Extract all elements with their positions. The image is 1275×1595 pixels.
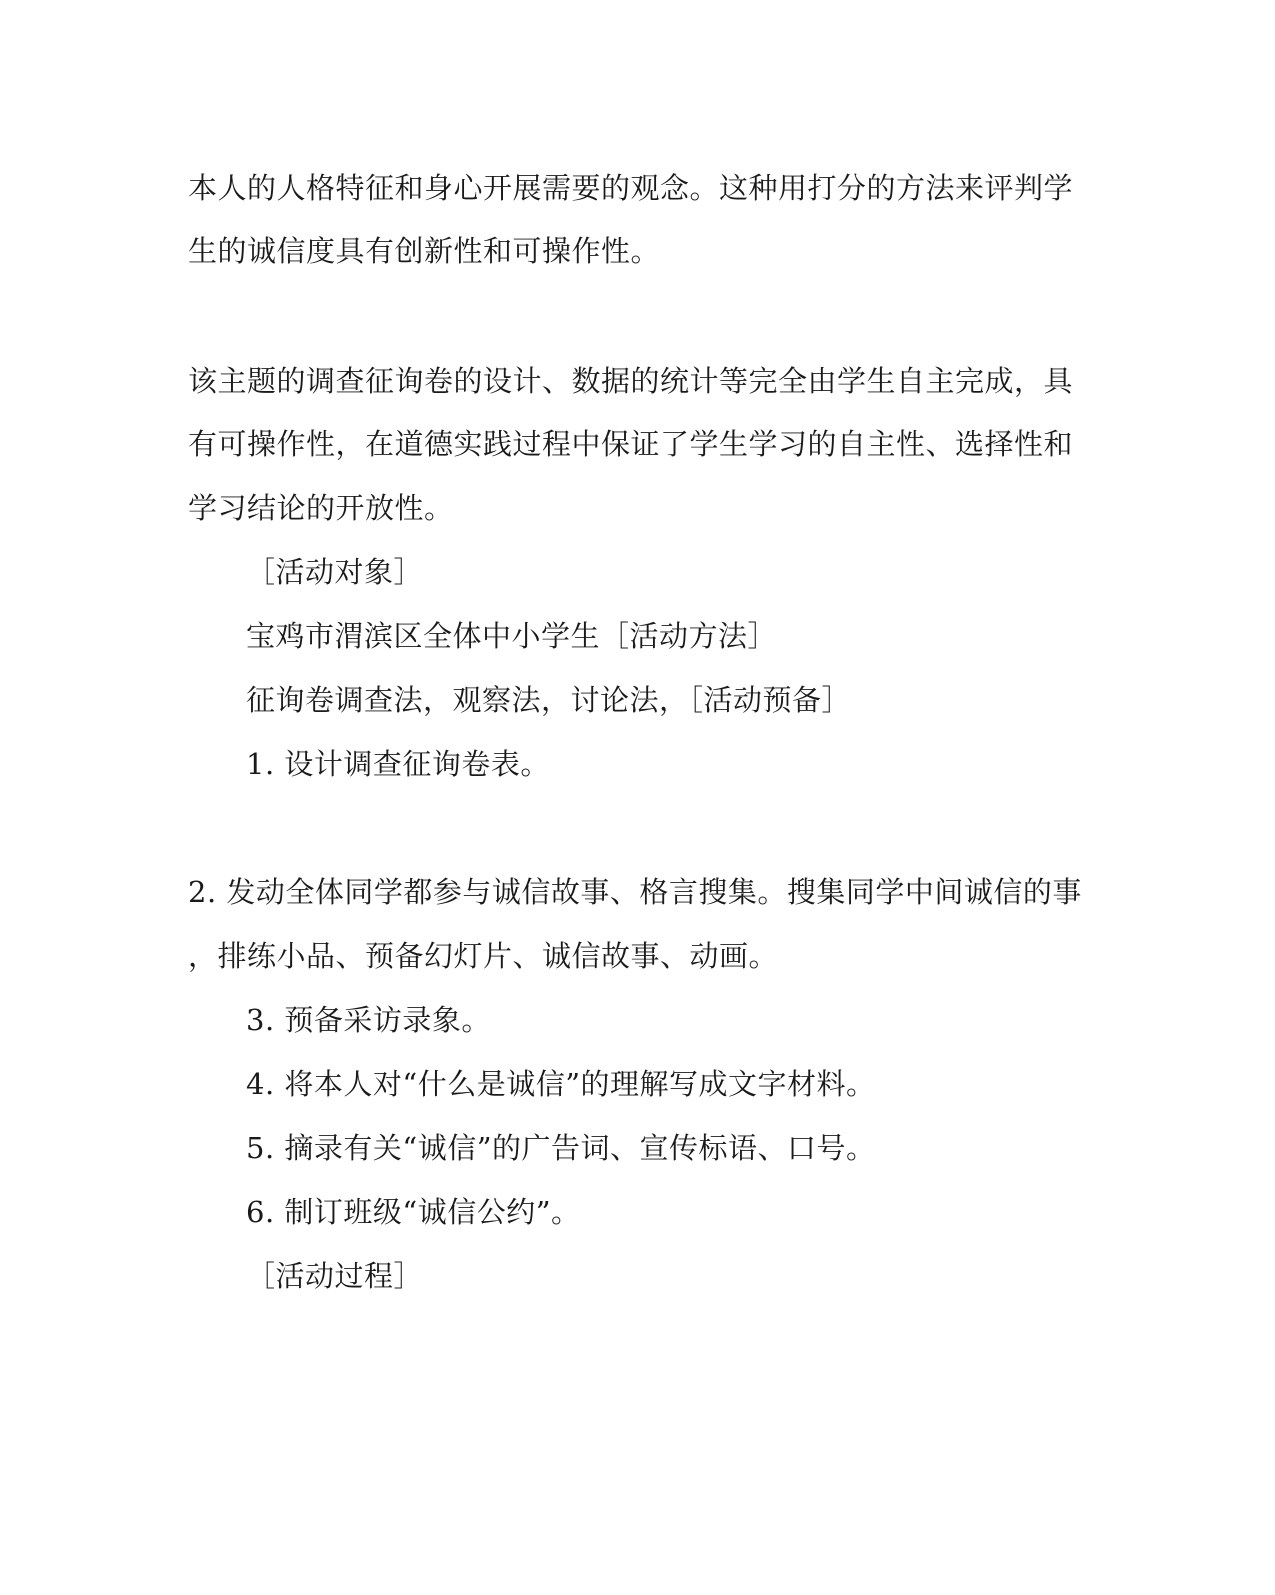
paragraph-2-line-3: 学习结论的开放性。 bbox=[188, 491, 454, 525]
prep-item-2-line-1: 2. 发动全体同学都参与诚信故事、格言搜集。搜集同学中间诚信的事 bbox=[188, 875, 1082, 909]
prep-item-4: 4. 将本人对“什么是诚信”的理解写成文字材料。 bbox=[246, 1067, 876, 1101]
activity-process-heading: ［活动过程］ bbox=[246, 1259, 424, 1293]
prep-item-3: 3. 预备采访录象。 bbox=[246, 1003, 491, 1037]
paragraph-1-line-2: 生的诚信度具有创新性和可操作性。 bbox=[188, 234, 661, 268]
prep-item-6: 6. 制订班级“诚信公约”。 bbox=[246, 1195, 581, 1229]
prep-item-5: 5. 摘录有关“诚信”的广告词、宣传标语、口号。 bbox=[246, 1131, 876, 1165]
paragraph-1-line-1: 本人的人格特征和身心开展需要的观念。这种用打分的方法来评判学 bbox=[188, 171, 1074, 205]
activity-method-text: 征询卷调查法，观察法，讨论法，［活动预备］ bbox=[246, 683, 852, 717]
prep-item-2-line-2: ，排练小品、预备幻灯片、诚信故事、动画。 bbox=[188, 939, 779, 973]
prep-item-1: 1. 设计调查征询卷表。 bbox=[246, 747, 550, 781]
activity-object-text: 宝鸡市渭滨区全体中小学生［活动方法］ bbox=[246, 619, 778, 653]
paragraph-2-line-1: 该主题的调查征询卷的设计、数据的统计等完全由学生自主完成，具 bbox=[188, 364, 1074, 398]
paragraph-2-line-2: 有可操作性，在道德实践过程中保证了学生学习的自主性、选择性和 bbox=[188, 427, 1074, 461]
activity-object-heading: ［活动对象］ bbox=[246, 555, 424, 589]
